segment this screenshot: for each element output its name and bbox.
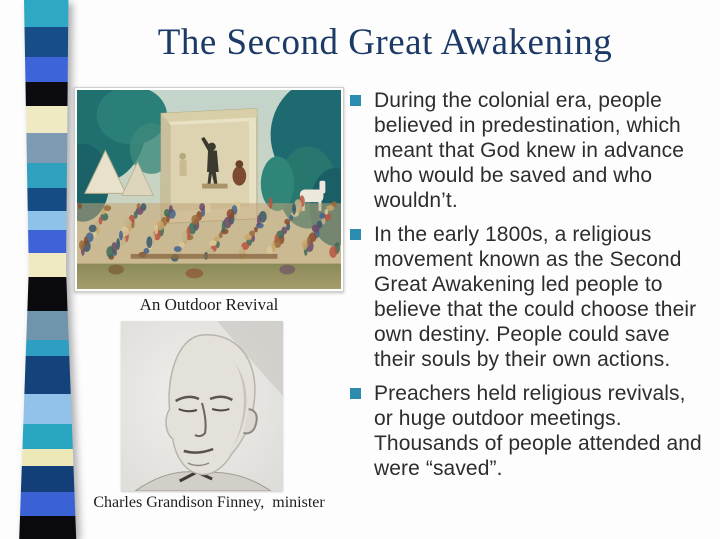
outdoor-revival-illustration <box>77 90 341 289</box>
bullet-square-icon <box>350 95 361 106</box>
ribbon-segment <box>18 253 78 277</box>
painting-caption: An Outdoor Revival <box>139 295 279 314</box>
bullet-text: During the colonial era, people believed in predestination, which meant that God knew in advance who would be saved and who wouldn’t. <box>374 89 685 212</box>
ribbon-segments <box>18 0 78 539</box>
ribbon-segment <box>18 277 78 311</box>
ribbon-segment <box>18 340 78 356</box>
ribbon-segment <box>18 211 78 230</box>
bullet-square-icon <box>350 229 361 240</box>
bullet-item <box>348 88 710 213</box>
bullet-item <box>348 222 710 372</box>
ribbon-segment <box>18 133 78 163</box>
ribbon-segment <box>18 0 78 27</box>
bullet-text: Preachers held religious revivals, or huge outdoor meetings. Thousands of people attended and were “saved”. <box>374 382 702 480</box>
outdoor-revival-painting <box>74 87 344 292</box>
ribbon-segment <box>18 356 78 394</box>
finney-portrait <box>121 321 283 491</box>
slide-title: The Second Great Awakening <box>157 22 613 63</box>
ribbon-segment <box>18 449 78 466</box>
ribbon-segment <box>18 82 78 106</box>
ribbon-segment <box>18 27 78 57</box>
ribbon-segment <box>18 394 78 424</box>
ribbon-segment <box>18 163 78 188</box>
ribbon-segment <box>18 57 78 82</box>
ribbon-segment <box>18 424 78 449</box>
ribbon-segment <box>18 311 78 340</box>
ribbon-segment <box>18 188 78 211</box>
bullet-text: In the early 1800s, a religious movement known as the Second Great Awakening led people to believe that the could choose their own destiny. People could save their souls by their own actions. <box>374 223 697 371</box>
bullet-square-icon <box>350 388 361 399</box>
finney-portrait-illustration <box>121 321 283 491</box>
bullet-item <box>348 381 710 481</box>
decorative-ribbon <box>18 0 78 539</box>
bullet-list <box>348 88 710 490</box>
ribbon-segment <box>18 230 78 253</box>
portrait-caption: Charles Grandison Finney, minister <box>93 494 325 511</box>
ribbon-segment <box>18 106 78 133</box>
ribbon-segment <box>18 516 78 539</box>
ribbon-segment <box>18 466 78 492</box>
